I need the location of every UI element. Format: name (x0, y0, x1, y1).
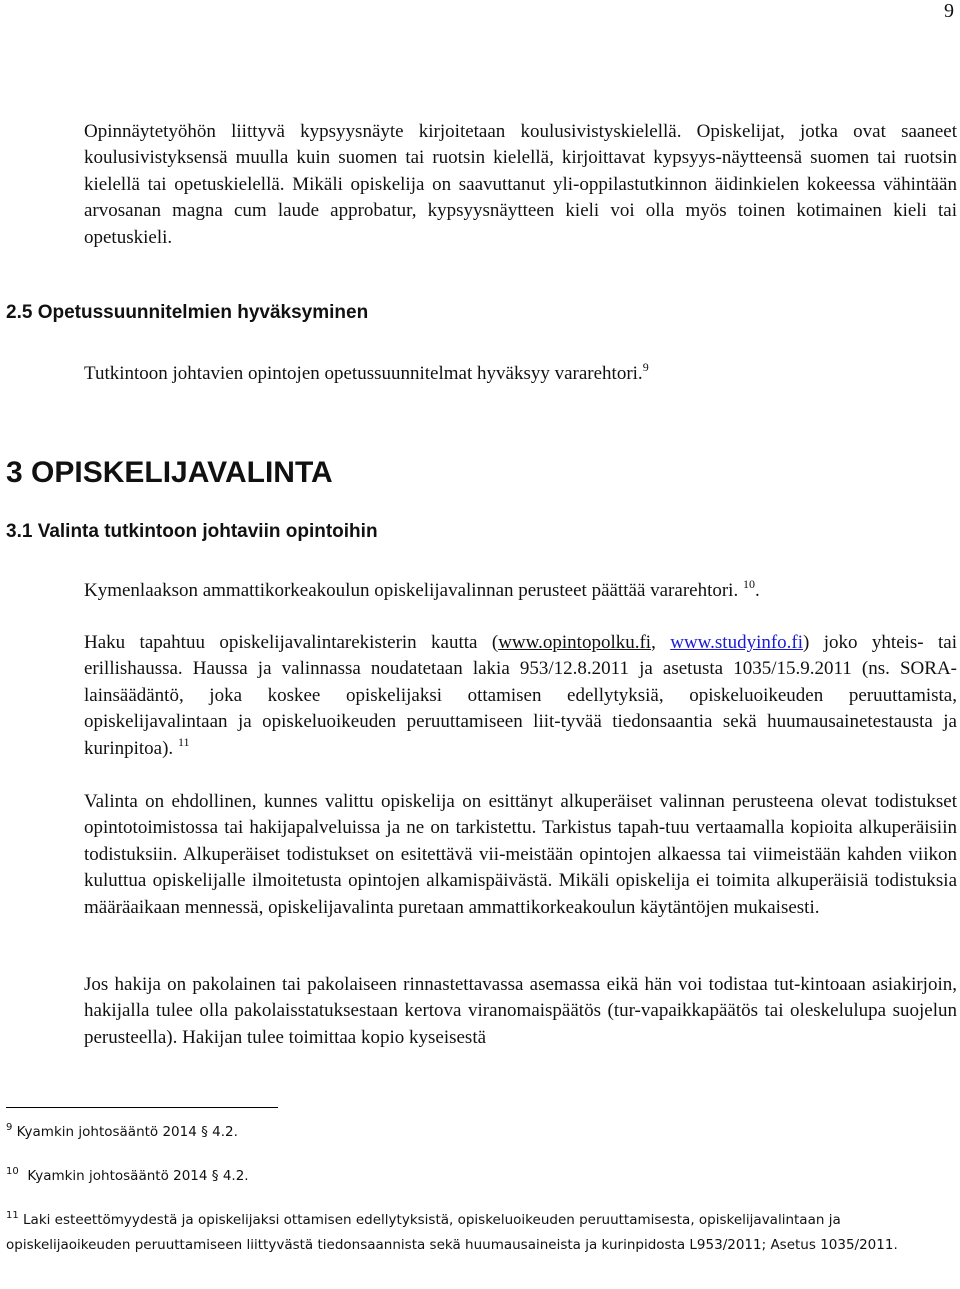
footnote-9 (6, 1120, 956, 1145)
paragraph-pakolainen: Jos hakija on pakolainen tai pakolaiseen rinnastettavassa asemassa eikä hän voi todistaa tut-kintoaan asiakirjoin, hakijalla tulee olla pakolaisstatuksestaan kertova viranomaispäätös (tur-vapaikkapäätös tai oleskelulupa suojelun perusteella). Hakijan tulee toimittaa kopio kyseisestä (84, 974, 957, 1048)
paragraph-tail: . (754, 580, 760, 601)
footnote-ref-10: 10 (742, 577, 755, 591)
paragraph-text: Tutkintoon johtavien opintojen opetussuunnitelmat hyväksyy vararehtori. (84, 363, 643, 384)
page-number: 9 (944, 0, 954, 22)
paragraph-ehdollinen-valinta: Valinta on ehdollinen, kunnes valittu opiskelija on esittänyt alkuperäiset valinnan perusteena olevat todistukset opintotoimistossa tai hakijapalveluissa ja ne on tarkistettu. Tarkistus tapah-tuu vertaamalla kopioita alkuperäisiin todistuksiin. Alkuperäiset todistukset on esitettävä vii-meistään opintojen alkaessa tai viimeistään kahden viikon kuluttua opiskelijalle ilmoitetusta opintojen alkamispäivästä. Mikäli opiskelija ei toimita alkuperäisiä todistuksia määräaikaan mennessä, opiskelijavalinta puretaan ammattikorkeakoulun käytäntöjen mukaisesti. (84, 791, 957, 918)
link-studyinfo[interactable]: www.studyinfo.fi (670, 632, 804, 653)
chapter-heading-3: 3 OPISKELIJAVALINTA (6, 456, 333, 489)
section-heading-3-1: 3.1 Valinta tutkintoon johtaviin opintoihin (6, 521, 378, 542)
link-opintopolku[interactable]: www.opintopolku.fi (498, 632, 652, 653)
footnote-text: Laki esteettömyydestä ja opiskelijaksi ottamisen edellytyksistä, opiskeluoikeuden peruuttamisesta, opiskelijavalintaan ja opiskelijaoikeuden peruuttamiseen liittyvästä tiedonsaannista sekä huumausaineista ja kurinpidosta L953/2011; Asetus 1035/2011. (6, 1212, 898, 1253)
footnote-11 (6, 1208, 956, 1258)
footnote-10 (6, 1164, 956, 1189)
footnote-divider (6, 1107, 278, 1108)
paragraph-text: Kymenlaakson ammattikorkeakoulun opiskelijavalinnan perusteet päättää vararehtori. (84, 580, 739, 601)
section-heading-2-5: 2.5 Opetussuunnitelmien hyväksyminen (6, 302, 369, 323)
footnote-text: Kyamkin johtosääntö 2014 § 4.2. (27, 1168, 249, 1184)
footnote-number: 11 (6, 1210, 19, 1221)
paragraph-text-pre: Haku tapahtuu opiskelijavalintarekisterin kautta ( (84, 632, 499, 653)
paragraph-haku (84, 630, 957, 762)
paragraph-valintaperusteet (84, 578, 957, 604)
footnote-ref-11: 11 (177, 734, 190, 749)
link-separator: , (651, 632, 671, 653)
footnote-number: 10 (6, 1166, 19, 1177)
paragraph-text-post: ) joko yhteis- tai erillishaussa. Haussa ja valinnassa noudatetaan lakia 953/12.8.2011 ja asetusta 1035/15.9.2011 (ns. SORA-lainsäädäntö, joka koskee opiskelijaksi ottamisen edellytyksiä, opiskeluoikeuden peruuttamista, opiskelijavalintaan ja opiskeluoikeuden peruuttamiseen liit-tyvää tiedonsaantia sekä huumausainetestausta ja kurinpitoa). (84, 632, 958, 759)
paragraph-opetussuunnitelmat (84, 361, 957, 387)
footnote-text: Kyamkin johtosääntö 2014 § 4.2. (16, 1124, 238, 1140)
footnote-ref-9: 9 (642, 360, 649, 374)
footnote-number: 9 (6, 1122, 13, 1133)
paragraph-kypsyysnayte: Opinnäytetyöhön liittyvä kypsyysnäyte kirjoitetaan koulusivistyskielellä. Opiskelijat, jotka ovat saaneet koulusivistyksensä muulla kuin suomen tai ruotsin kielellä, kirjoittavat kypsyys-näytteensä suomen tai ruotsin kielellä tai opetuskielellä. Mikäli opiskelija on saavuttanut yli-oppilastutkinnon äidinkielen kokeessa vähintään arvosanan magna cum laude approbatur, kypsyysnäytteen kieli voi olla myös toinen kotimainen kieli tai opetuskieli. (84, 121, 957, 248)
